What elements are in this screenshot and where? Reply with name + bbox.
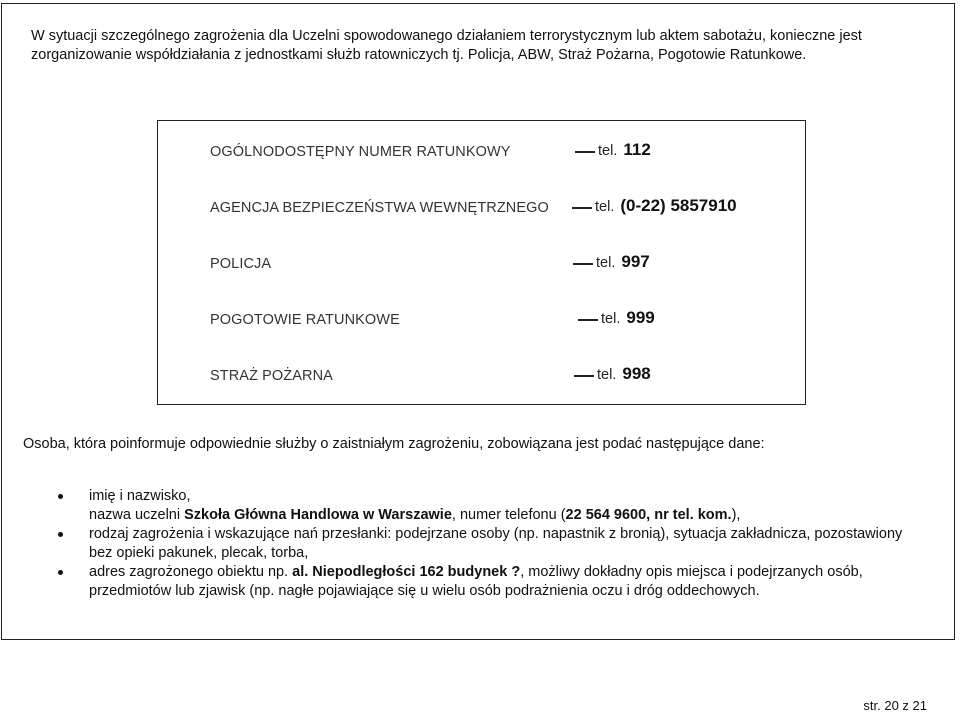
instructions-paragraph: Osoba, która poinformuje odpowiednie służby o zaistniałym zagrożeniu, zobowiązana jest podać następujące dane:	[23, 436, 765, 452]
page-number: str. 20 z 21	[863, 698, 927, 713]
university-name: Szkoła Główna Handlowa w Warszawie	[184, 507, 452, 523]
university-phone: 22 564 9600, nr tel. kom.	[565, 507, 732, 523]
bullet-icon	[58, 570, 63, 575]
phone-label: POGOTOWIE RATUNKOWE	[210, 312, 400, 328]
text-run: , możliwy dokładny opis miejsca i podejrzanych osób, przedmiotów lub zjawisk (np. nagłe pojawiające się u wielu osób podrażnienia oczu i dróg oddechowych.	[89, 564, 863, 599]
phone-tel	[578, 308, 655, 328]
phone-number: 112	[623, 140, 651, 159]
phone-label: OGÓLNODOSTĘPNY NUMER RATUNKOWY	[210, 144, 511, 160]
phone-label: AGENCJA BEZPIECZEŃSTWA WEWNĘTRZNEGO	[210, 200, 549, 216]
dash-icon	[575, 151, 595, 152]
text-run: ),	[731, 507, 741, 523]
phone-number: 999	[626, 308, 655, 327]
dash-icon	[573, 263, 593, 264]
phone-tel	[574, 364, 651, 384]
dash-icon	[578, 319, 598, 320]
list-item	[58, 487, 908, 525]
required-info-list	[58, 487, 908, 601]
phone-number: (0-22) 5857910	[620, 196, 737, 215]
text-run: adres zagrożonego obiektu np.	[89, 564, 293, 580]
phone-tel	[573, 252, 650, 272]
tel-prefix: tel.	[596, 255, 616, 271]
list-item-text: imię i nazwisko,	[89, 488, 191, 504]
phone-row-fire	[210, 364, 790, 386]
dash-icon	[574, 375, 594, 376]
bullet-icon	[58, 494, 63, 499]
list-item	[58, 563, 908, 601]
text-run: , numer telefonu (	[451, 507, 566, 523]
phone-row-abw	[210, 196, 790, 218]
tel-prefix: tel.	[598, 143, 618, 159]
tel-prefix: tel.	[601, 311, 621, 327]
list-item	[58, 525, 908, 563]
phone-label: STRAŻ POŻARNA	[210, 368, 333, 384]
tel-prefix: tel.	[595, 199, 615, 215]
phone-tel	[572, 196, 737, 216]
phone-label: POLICJA	[210, 256, 272, 272]
building-address: al. Niepodległości 162 budynek ?	[292, 564, 521, 580]
text-run: nazwa uczelni	[89, 507, 185, 523]
phone-row-police	[210, 252, 790, 274]
phone-row-emergency	[210, 140, 790, 162]
list-item-text	[89, 563, 908, 601]
phone-row-ambulance	[210, 308, 790, 330]
intro-paragraph: W sytuacji szczególnego zagrożenia dla Uczelni spowodowanego działaniem terrorystycznym lub aktem sabotażu, konieczne jest zorganizowanie współdziałania z jednostkami służb ratowniczych tj. Policja, ABW, Straż Pożarna, Pogotowie Ratunkowe.	[31, 28, 862, 63]
list-item-text	[89, 506, 908, 525]
list-item-text: rodzaj zagrożenia i wskazujące nań przesłanki: podejrzane osoby (np. napastnik z bronią), sytuacja zakładnicza, pozostawiony bez opieki pakunek, plecak, torba,	[89, 526, 903, 561]
bullet-icon	[58, 532, 63, 537]
dash-icon	[572, 207, 592, 208]
phone-tel	[575, 140, 651, 160]
tel-prefix: tel.	[597, 367, 617, 383]
phone-number: 998	[622, 364, 651, 383]
phone-number: 997	[621, 252, 650, 271]
